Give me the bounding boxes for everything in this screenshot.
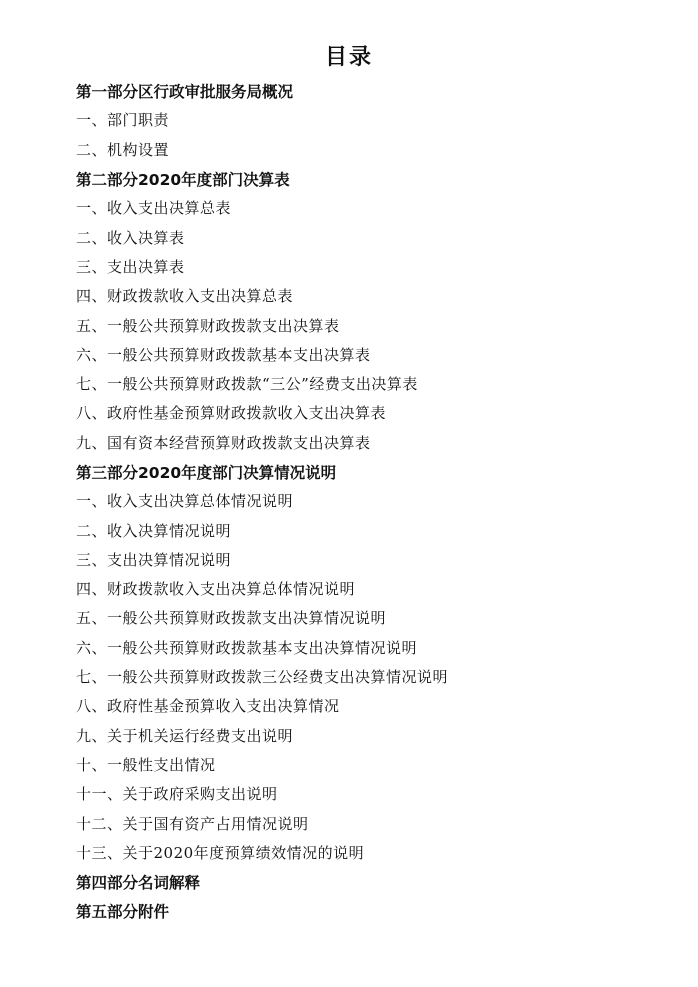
toc-item: 八、政府性基金预算收入支出决算情况 <box>76 697 340 716</box>
toc-item: 四、财政拨款收入支出决算总表 <box>76 287 294 306</box>
toc-item: 六、一般公共预算财政拨款基本支出决算表 <box>76 345 371 364</box>
toc-item: 二、机构设置 <box>76 140 170 159</box>
toc-item: 六、一般公共预算财政拨款基本支出决算情况说明 <box>76 638 418 657</box>
toc-item: 五、一般公共预算财政拨款支出决算表 <box>76 316 340 335</box>
toc-part-heading: 第三部分2020年度部门决算情况说明 <box>76 463 337 482</box>
toc-item: 十一、关于政府采购支出说明 <box>76 785 278 804</box>
toc-item: 十三、关于2020年度预算绩效情况的说明 <box>76 843 365 862</box>
toc-item: 三、支出决算表 <box>76 257 185 276</box>
toc-item: 十二、关于国有资产占用情况说明 <box>76 814 309 833</box>
toc-item: 一、收入支出决算总体情况说明 <box>76 492 294 511</box>
toc-item: 二、收入决算情况说明 <box>76 521 232 540</box>
toc-item: 五、一般公共预算财政拨款支出决算情况说明 <box>76 609 387 628</box>
toc-part-heading: 第四部分名词解释 <box>76 873 201 892</box>
toc-item: 七、一般公共预算财政拨款“三公”经费支出决算表 <box>76 375 418 394</box>
toc-item: 七、一般公共预算财政拨款三公经费支出决算情况说明 <box>76 668 449 687</box>
toc-part-heading: 第二部分2020年度部门决算表 <box>76 170 290 189</box>
toc-item: 八、政府性基金预算财政拨款收入支出决算表 <box>76 404 387 423</box>
toc-item: 十、一般性支出情况 <box>76 755 216 774</box>
page-title: 目录 <box>324 45 373 70</box>
toc-item: 三、支出决算情况说明 <box>76 550 232 569</box>
toc-item: 九、关于机关运行经费支出说明 <box>76 726 294 745</box>
toc-item: 一、部门职责 <box>76 111 170 130</box>
toc-item: 四、财政拨款收入支出决算总体情况说明 <box>76 580 356 599</box>
toc-part-heading: 第一部分区行政审批服务局概况 <box>76 82 294 101</box>
toc-item: 一、收入支出决算总表 <box>76 199 232 218</box>
toc-item: 二、收入决算表 <box>76 228 185 247</box>
toc-part-heading: 第五部分附件 <box>76 902 170 921</box>
table-of-contents <box>76 76 676 926</box>
toc-item: 九、国有资本经营预算财政拨款支出决算表 <box>76 433 371 452</box>
